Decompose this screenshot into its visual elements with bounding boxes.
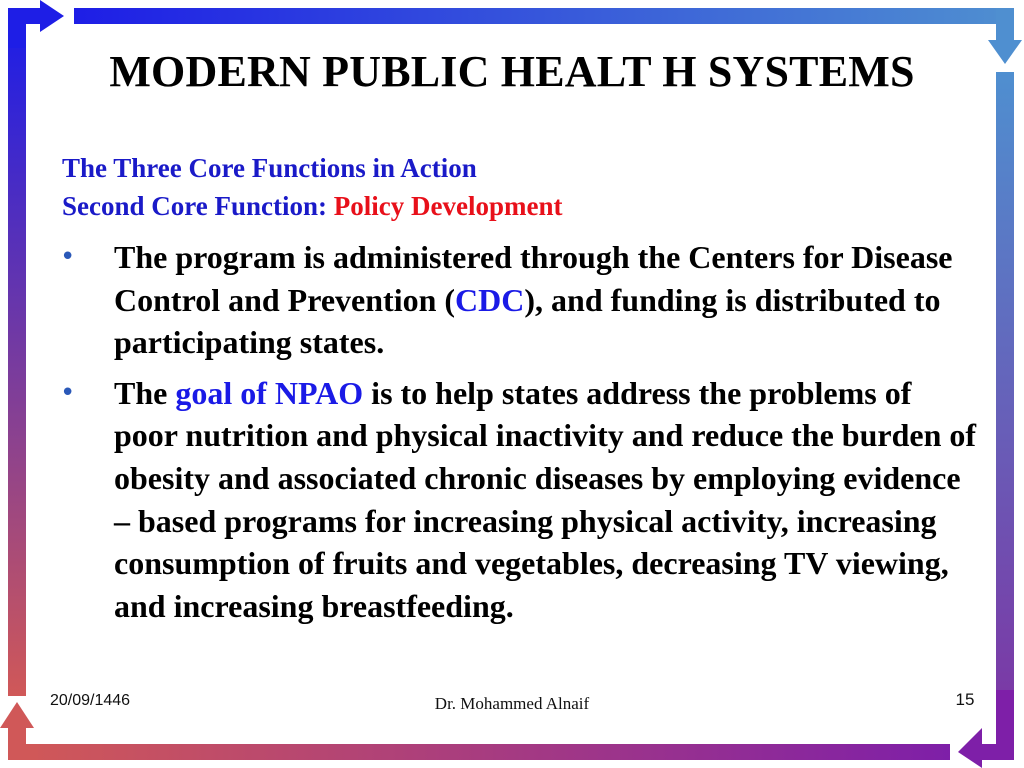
- bullet-dot-icon: •: [60, 242, 76, 272]
- bullet-item-1: [60, 236, 980, 364]
- frame-bottom-bar: [28, 744, 950, 760]
- frame-right-bar: [996, 72, 1014, 692]
- bullet-text: is to help states address the problems of poor nutrition and physical inactivity and reduce the burden of obesity and associated chronic diseases by employing evidence – based programs for increasing physical activity, increasing consumption of fruits and vegetables, decreasing TV viewing, and increasing breastfeeding.: [114, 374, 977, 624]
- bullet-item-2: [60, 372, 980, 628]
- footer-page-number: 15: [955, 690, 975, 709]
- bullet-text: The program is administered through the Centers for Disease Control and Prevention (: [114, 239, 953, 318]
- frame-left-bar: [8, 28, 26, 696]
- subtitle-second-core-function: [62, 191, 562, 222]
- subtitle-highlight: Policy Development: [333, 191, 563, 221]
- footer-author: Dr. Mohammed Alnaif: [434, 694, 590, 713]
- bullet-text: ), and funding is distributed to participating states.: [114, 281, 941, 361]
- bullet-list: [60, 236, 980, 635]
- footer-date: 20/09/1446: [50, 692, 131, 709]
- top-left-arrow-icon: [8, 0, 64, 48]
- bullet-dot-icon: •: [60, 377, 76, 408]
- bullet-highlight: goal of NPAO: [175, 374, 364, 411]
- slide-title: MODERN PUBLIC HEALT H SYSTEMS: [109, 47, 915, 96]
- bullet-text: The: [114, 374, 176, 411]
- frame-top-bar: [74, 8, 1014, 24]
- subtitle-prefix: Second Core Function:: [62, 191, 334, 221]
- bullet-highlight: CDC: [455, 281, 525, 318]
- subtitle-core-functions: The Three Core Functions in Action: [62, 153, 477, 183]
